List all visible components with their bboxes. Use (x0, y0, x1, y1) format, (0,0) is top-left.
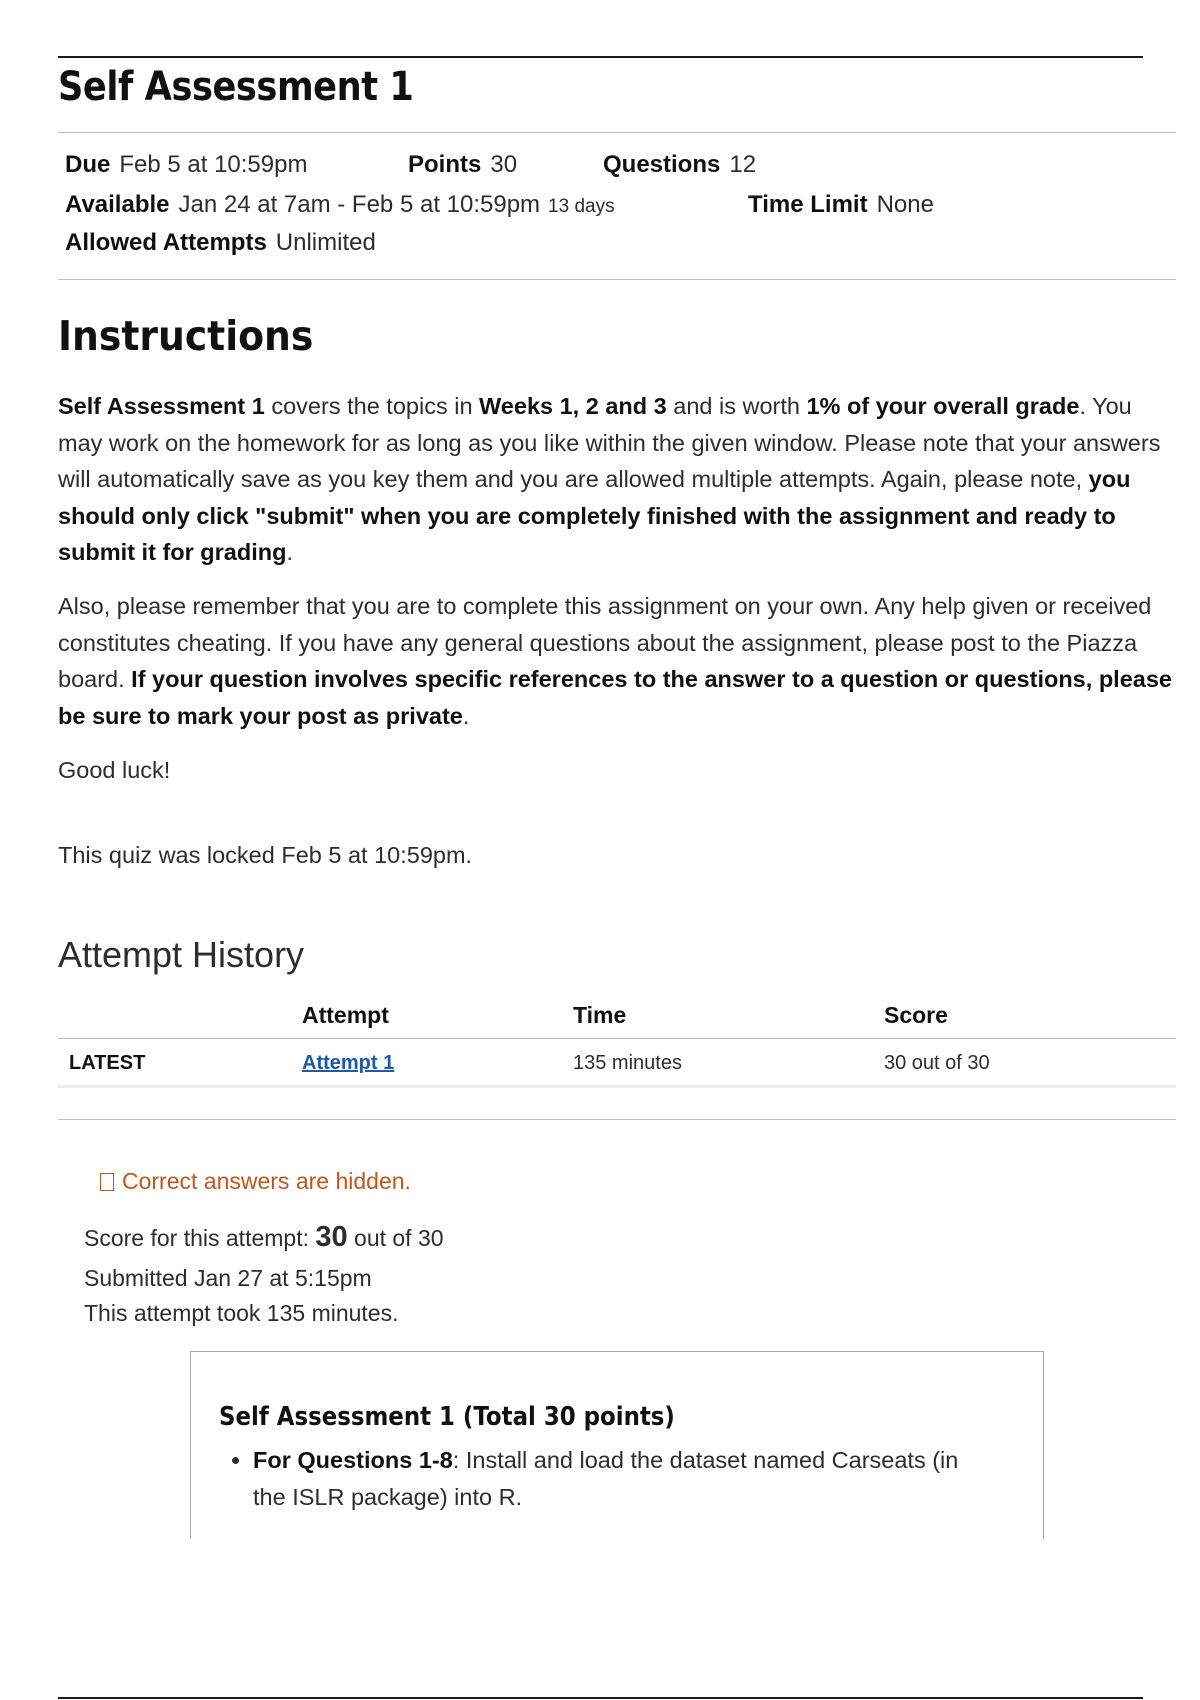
due-meta (65, 151, 307, 179)
strong-text: Weeks 1, 2 and 3 (479, 393, 667, 419)
points-label: Points (408, 151, 482, 178)
attempt-duration: This attempt took 135 minutes. (84, 1300, 399, 1326)
instructions-heading: Instructions (58, 312, 314, 360)
question-panel (190, 1351, 1044, 1539)
good-luck-text: Good luck! (58, 757, 171, 783)
score-suffix: out of 30 (347, 1225, 444, 1251)
table-header-divider (58, 1038, 1176, 1039)
points-meta (408, 151, 517, 179)
questions-value: 12 (729, 151, 757, 178)
attempts-meta (65, 229, 376, 257)
column-header-score: Score (884, 1002, 948, 1028)
due-label: Due (65, 151, 111, 178)
time-limit-label: Time Limit (748, 191, 868, 218)
available-meta (65, 191, 615, 219)
strong-text: For Questions 1-8 (253, 1447, 453, 1473)
text: . (286, 539, 293, 565)
text: covers the topics in (264, 393, 480, 419)
attempt-history-heading: Attempt History (58, 934, 305, 975)
warning-box-icon (100, 1173, 114, 1191)
list-item (253, 1442, 993, 1516)
submitted-time: Submitted Jan 27 at 5:15pm (84, 1265, 372, 1291)
divider (58, 279, 1176, 280)
score-cell: 30 out of 30 (884, 1052, 990, 1074)
correct-answers-hidden-notice (100, 1168, 411, 1195)
attempts-label: Allowed Attempts (65, 229, 267, 256)
strong-text: you should only click "submit" when you are completely finished with the assignment and ready to submit it for grading (58, 466, 1131, 565)
attempt-1-link[interactable]: Attempt 1 (302, 1052, 395, 1074)
instructions-paragraph-2 (58, 588, 1178, 734)
divider (58, 1119, 1176, 1120)
column-header-time: Time (573, 1002, 627, 1028)
text: . You may work on the homework for as long as you like within the given window. Please note that your answers will automatically save as you key them and you are allowed multiple attempts. Again, please note, (58, 393, 1161, 492)
attempts-value: Unlimited (275, 229, 376, 256)
strong-text: 1% of your overall grade (806, 393, 1080, 419)
text: : Install and load the dataset named Carseats (in the ISLR package) into R. (253, 1447, 959, 1510)
due-value: Feb 5 at 10:59pm (119, 151, 308, 178)
table-row-divider (58, 1085, 1176, 1088)
available-label: Available (65, 191, 170, 218)
attempt-score (84, 1221, 444, 1254)
page-title: Self Assessment 1 (58, 64, 414, 110)
question-instructions-list (239, 1442, 993, 1516)
text: Also, please remember that you are to complete this assignment on your own. Any help given or received constitutes cheating. If you have any general questions about the assignment, please post to the Piazza board. (58, 593, 1152, 692)
instructions-paragraph-1 (58, 388, 1178, 571)
column-header-attempt: Attempt (302, 1002, 389, 1028)
strong-text: Self Assessment 1 (58, 393, 265, 419)
score-value: 30 (315, 1221, 348, 1253)
available-value: Jan 24 at 7am - Feb 5 at 10:59pm (178, 191, 541, 218)
points-value: 30 (490, 151, 518, 178)
locked-note: This quiz was locked Feb 5 at 10:59pm. (58, 842, 473, 868)
available-days: 13 days (548, 196, 615, 217)
attempt-cell (302, 1052, 394, 1075)
questions-meta (603, 151, 756, 179)
text: . (462, 702, 470, 729)
strong-text: If your question involves specific references to the answer to a question or questions, please be sure to mark your post as private (58, 666, 1172, 729)
top-rule (58, 56, 1143, 58)
question-panel-title: Self Assessment 1 (Total 30 points) (219, 1402, 675, 1432)
text: and is worth (666, 393, 807, 419)
time-cell: 135 minutes (573, 1052, 682, 1074)
time-limit-value: None (876, 191, 934, 218)
bottom-rule (58, 1697, 1143, 1699)
warning-text: Correct answers are hidden. (122, 1168, 411, 1194)
score-prefix: Score for this attempt: (84, 1225, 316, 1251)
questions-label: Questions (603, 151, 721, 178)
divider (58, 132, 1176, 133)
latest-tag: LATEST (69, 1052, 146, 1074)
time-limit-meta (748, 191, 934, 219)
